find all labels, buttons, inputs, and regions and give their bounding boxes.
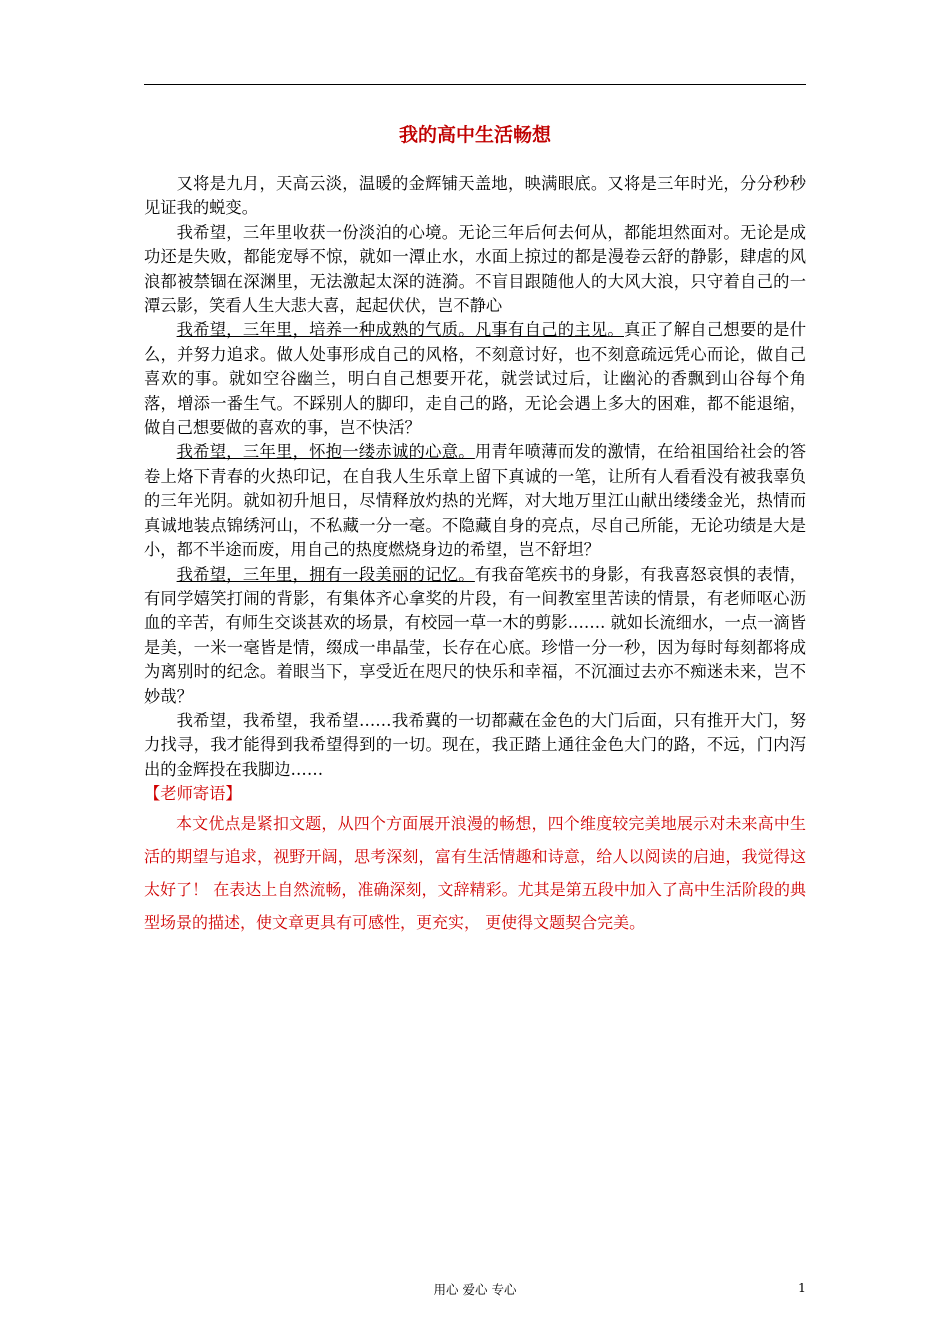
paragraph-text: 有我奋笔疾书的身影，有我喜怒哀惧的表情，有同学嬉笑打闹的背影，有集体齐心拿奖的片段，有一间教室里苦读的情景，有老师呕心沥血的辛苦，有师生交谈甚欢的场景，有校园一草一木的剪影……. 就如长流细水，一点一滴皆是美，一米一毫皆是情，缀成一串晶莹，长存在心底。珍惜一分一秒，因为每时每刻都将成为离别时的纪念。着眼当下，享受近在咫尺的快乐和幸福，不沉湎过去亦不痴迷未来，岂不妙哉？: [144, 564, 806, 706]
body-paragraph: [144, 172, 806, 221]
underlined-sentence: 我希望，三年里，培养一种成熟的气质。凡事有自己的主见。: [176, 320, 624, 340]
teacher-comment-heading: 【老师寄语】: [144, 784, 242, 804]
paragraph-text: 真正了解自己想要的是什么，并努力追求。做人处事形成自己的风格，不刻意讨好，也不刻意疏远凭心而论，做自己喜欢的事。就如空谷幽兰，明白自己想要开花，就尝试过后，让幽沁的香飘到山谷每个角落，增添一番生气。不踩别人的脚印，走自己的路，无论会遇上多大的困难，都不能退缩，做自己想要做的喜欢的事，岂不快活？: [144, 320, 806, 438]
body-paragraph: [144, 318, 806, 440]
body-paragraph: [144, 563, 806, 709]
header-rule: [144, 84, 806, 85]
page-number: 1: [798, 1280, 806, 1295]
teacher-comment: 本文优点是紧扣文题，从四个方面展开浪漫的畅想，四个维度较完美地展示对未来高中生活的期望与追求，视野开阔，思考深刻，富有生活情趣和诗意，给人以阅读的启迪，我觉得这太好了！ 在表达上自然流畅，准确深刻，文辞精彩。尤其是第五段中加入了高中生活阶段的典型场景的描述，使文章更具有可感性，更充实， 更使得文题契合完美。: [144, 813, 806, 932]
document-title: 我的高中生活畅想: [398, 124, 551, 146]
body-paragraph: [144, 709, 806, 782]
body-paragraph: [144, 221, 806, 319]
paragraph-text: 用青年喷薄而发的激情，在给祖国给社会的答卷上烙下青春的火热印记，在自我人生乐章上留下真诚的一笔，让所有人看看没有被我辜负的三年光阴。就如初升旭日，尽情释放灼热的光辉，对大地万里江山献出缕缕金光，热情而真诚地装点锦绣河山，不私藏一分一毫。不隐藏自身的亮点，尽自己所能，无论功绩是大是小，都不半途而废，用自己的热度燃烧身边的希望，岂不舒坦？: [144, 442, 806, 560]
underlined-sentence: 我希望，三年里，怀抱一缕赤诚的心意。: [176, 442, 475, 462]
paragraph-text: 我希望，我希望，我希望……我希冀的一切都藏在金色的大门后面，只有推开大门，努力找寻，我才能得到我希望得到的一切。现在，我正踏上通往金色大门的路，不远，门内泻出的金辉投在我脚边……: [144, 710, 806, 779]
underlined-sentence: 我希望，三年里，拥有一段美丽的记忆。: [176, 564, 475, 584]
paragraph-text: 我希望，三年里收获一份淡泊的心境。无论三年后何去何从，都能坦然面对。无论是成功还是失败，都能宠辱不惊，就如一潭止水，水面上掠过的都是漫卷云舒的静影，肆虐的风浪都被禁锢在深渊里，无法激起太深的涟漪。不盲目跟随他人的大风大浪，只守着自己的一潭云影，笑看人生大悲大喜，起起伏伏，岂不静心: [144, 222, 806, 316]
footer-slogan: 用心 爱心 专心: [433, 1282, 517, 1297]
body-paragraph: [144, 440, 806, 562]
document-body: [144, 172, 806, 939]
paragraph-text: 又将是九月，天高云淡，温暖的金辉铺天盖地，映满眼底。又将是三年时光，分分秒秒见证我的蜕变。: [144, 174, 806, 218]
body-paragraphs: [144, 172, 806, 782]
